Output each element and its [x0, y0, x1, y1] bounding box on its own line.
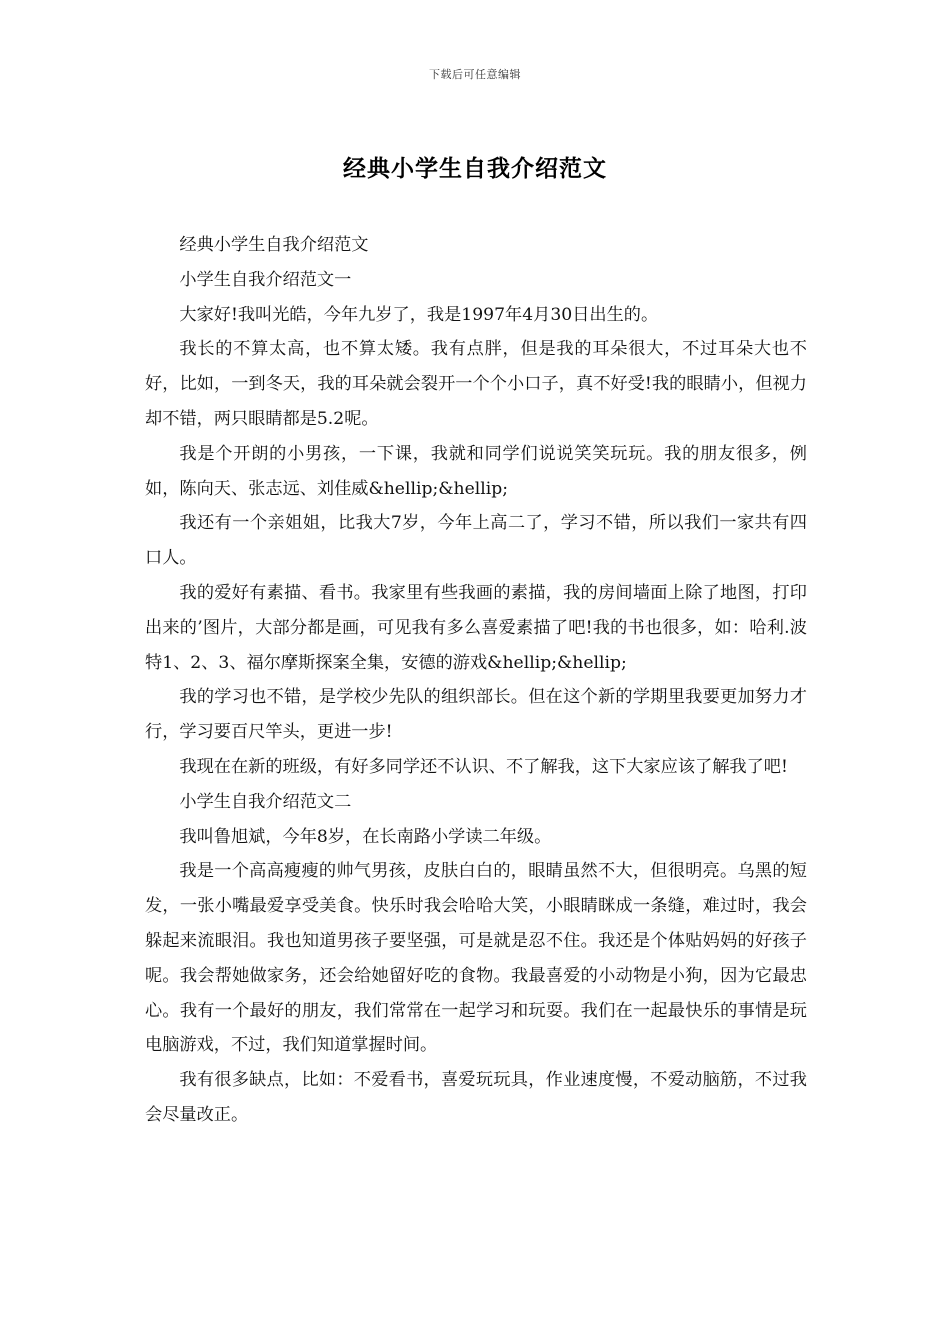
paragraph: 我长的不算太高，也不算太矮。我有点胖，但是我的耳朵很大，不过耳朵大也不好，比如，一到冬天，我的耳朵就会裂开一个个小口子，真不好受!我的眼睛小，但视力却不错，两只眼睛都是5.2呢。: [145, 339, 807, 429]
paragraph: 小学生自我介绍范文一: [179, 269, 352, 290]
document-title: 经典小学生自我介绍范文: [343, 155, 607, 182]
paragraph: 我的爱好有素描、看书。我家里有些我画的素描，我的房间墙面上除了地图，打印出来的’图片，大部分都是画，可见我有多么喜爱素描了吧!我的书也很多，如：哈利.波特1、2、3、福尔摩斯探案全集，安德的游戏&hellip;&hellip;: [145, 582, 807, 673]
paragraph: 经典小学生自我介绍范文: [179, 235, 369, 255]
paragraph: 大家好!我叫光皓，今年九岁了，我是1997年4月30日出生的。: [179, 304, 659, 325]
paragraph: 我还有一个亲姐姐，比我大7岁，今年上高二了，学习不错，所以我们一家共有四口人。: [145, 513, 807, 569]
paragraph: 我叫鲁旭斌，今年8岁，在长南路小学读二年级。: [179, 826, 552, 847]
paragraph: 我是一个高高瘦瘦的帅气男孩，皮肤白白的，眼睛虽然不大，但很明亮。乌黑的短发，一张小嘴最爱享受美食。快乐时我会哈哈大笑，小眼睛眯成一条缝，难过时，我会躲起来流眼泪。我也知道男孩子要坚强，可是就是忍不住。我还是个体贴妈妈的好孩子呢。我会帮她做家务，还会给她留好吃的食物。我最喜爱的小动物是小狗，因为它最忠心。我有一个最好的朋友，我们常常在一起学习和玩耍。我们在一起最快乐的事情是玩电脑游戏，不过，我们知道掌握时间。: [145, 861, 807, 1056]
paragraph: 我是个开朗的小男孩，一下课，我就和同学们说说笑笑玩玩。我的朋友很多，例如，陈向天、张志远、刘佳威&hellip;&hellip;: [145, 443, 807, 499]
document-body: [145, 228, 807, 1133]
paragraph: 小学生自我介绍范文二: [179, 791, 352, 812]
paragraph: 我的学习也不错，是学校少先队的组织部长。但在这个新的学期里我要更加努力才行，学习要百尺竿头，更进一步!: [145, 687, 807, 743]
header-note: 下载后可任意编辑: [429, 68, 521, 81]
paragraph: 我现在在新的班级，有好多同学还不认识、不了解我，这下大家应该了解我了吧!: [179, 756, 788, 777]
paragraph: 我有很多缺点，比如：不爱看书，喜爱玩玩具，作业速度慢，不爱动脑筋，不过我会尽量改正。: [145, 1070, 807, 1125]
